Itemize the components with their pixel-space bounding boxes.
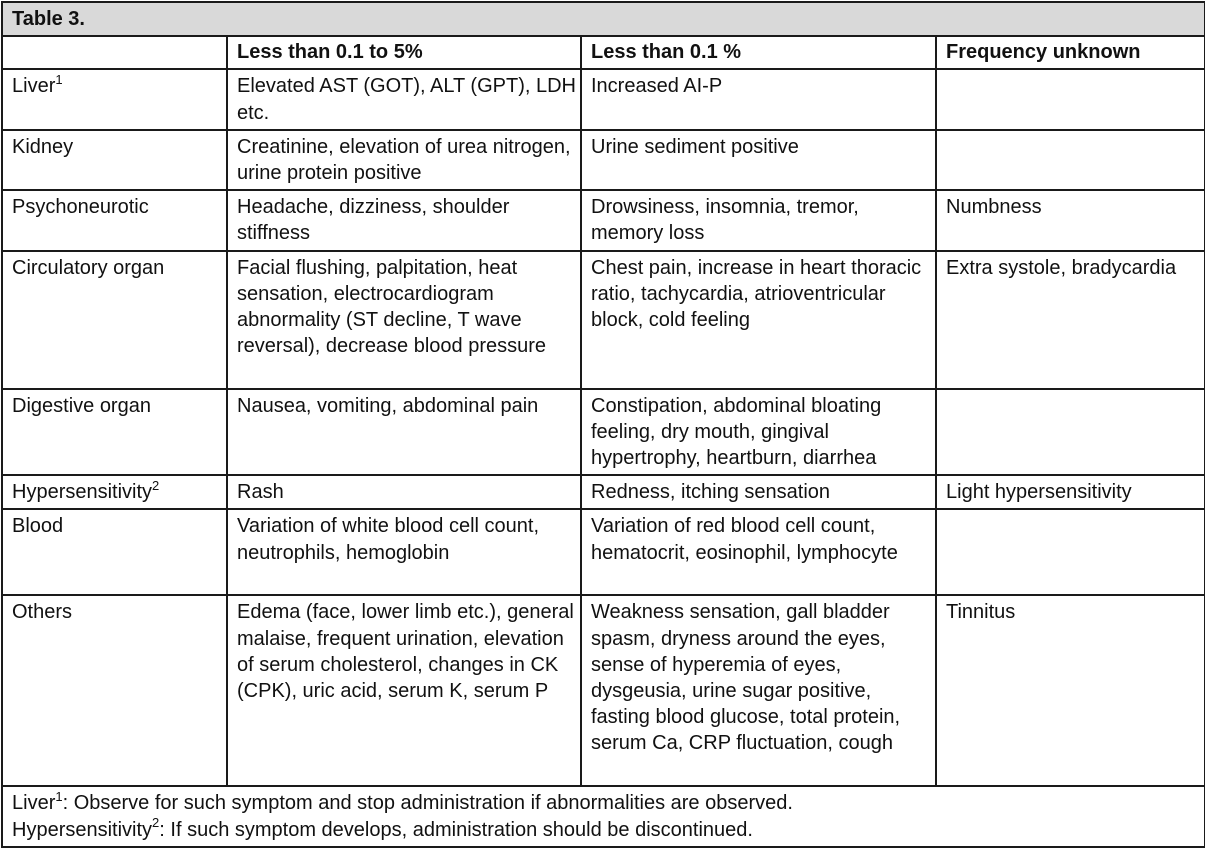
row-label-hypersensitivity (2, 475, 227, 509)
table-cell (936, 69, 1205, 129)
table-cell: Numbness (936, 190, 1205, 250)
row-label-digestive-organ: Digestive organ (2, 389, 227, 476)
footnote-liver (12, 790, 1204, 816)
footnote-marker: 2 (152, 814, 160, 830)
table-row-liver (2, 69, 1205, 129)
table-cell (936, 130, 1205, 190)
footnote-marker: 1 (55, 71, 63, 87)
table-cell: Headache, dizziness, shoulder stiffness (227, 190, 581, 250)
table-title: Table 3. (2, 2, 1205, 36)
table-cell: Increased AI-P (581, 69, 936, 129)
table-cell: Weakness sensation, gall bladder spasm, dryness around the eyes, sense of hyperemia of eyes, dysgeusia, urine sugar positive, fasting blood glucose, total protein, serum Ca, CRP fluctuation, cough (581, 595, 936, 786)
row-label-others: Others (2, 595, 227, 786)
table-cell: Variation of white blood cell count, neutrophils, hemoglobin (227, 509, 581, 595)
table-cell: Extra systole, bradycardia (936, 251, 1205, 389)
table-footnote-row (2, 786, 1205, 846)
table-cell: Variation of red blood cell count, hematocrit, eosinophil, lymphocyte (581, 509, 936, 595)
table-cell: Creatinine, elevation of urea nitrogen, urine protein positive (227, 130, 581, 190)
table-cell: Facial flushing, palpitation, heat sensation, electrocardiogram abnormality (ST decline, T wave reversal), decrease blood pressure (227, 251, 581, 389)
footnote-marker: 2 (152, 477, 160, 493)
table-cell: Urine sediment positive (581, 130, 936, 190)
table-row-blood (2, 509, 1205, 595)
table-header-row (2, 36, 1205, 69)
table-cell: Edema (face, lower limb etc.), general malaise, frequent urination, elevation of serum cholesterol, changes in CK (CPK), uric acid, serum K, serum P (227, 595, 581, 786)
row-label-kidney: Kidney (2, 130, 227, 190)
table-row-others (2, 595, 1205, 786)
table-row-kidney (2, 130, 1205, 190)
table-row-circulatory-organ (2, 251, 1205, 389)
table-footnotes (2, 786, 1205, 846)
table-row-digestive-organ (2, 389, 1205, 476)
row-label-text: Hypersensitivity (12, 481, 153, 504)
column-header-frequency-unknown: Frequency unknown (936, 36, 1205, 69)
table-cell: Drowsiness, insomnia, tremor, memory loss (581, 190, 936, 250)
table-cell: Constipation, abdominal bloating feeling, dry mouth, gingival hypertrophy, heartburn, diarrhea (581, 389, 936, 476)
table-cell: Elevated AST (GOT), ALT (GPT), LDH etc. (227, 69, 581, 129)
row-label-psychoneurotic: Psychoneurotic (2, 190, 227, 250)
table-cell: Nausea, vomiting, abdominal pain (227, 389, 581, 476)
row-label-circulatory-organ: Circulatory organ (2, 251, 227, 389)
footnote-marker: 1 (55, 788, 63, 804)
column-header-0.1-to-5-percent: Less than 0.1 to 5% (227, 36, 581, 69)
table-cell (936, 509, 1205, 595)
table-cell: Tinnitus (936, 595, 1205, 786)
row-label-liver (2, 69, 227, 129)
table-cell (936, 389, 1205, 476)
row-label-text: Liver (12, 75, 56, 98)
column-header-less-than-0.1-percent: Less than 0.1 % (581, 36, 936, 69)
footnote-term: Hypersensitivity (12, 818, 153, 841)
column-header-empty (2, 36, 227, 69)
table-cell: Light hypersensitivity (936, 475, 1205, 509)
table-cell: Rash (227, 475, 581, 509)
adverse-reactions-table (1, 1, 1205, 848)
table-title-row (2, 2, 1205, 36)
table-row-hypersensitivity (2, 475, 1205, 509)
table-cell: Chest pain, increase in heart thoracic ratio, tachycardia, atrioventricular block, cold feeling (581, 251, 936, 389)
table-row-psychoneurotic (2, 190, 1205, 250)
footnote-term: Liver (12, 792, 56, 815)
footnote-text: : Observe for such symptom and stop administration if abnormalities are observed. (62, 792, 793, 815)
footnote-text: : If such symptom develops, administration should be discontinued. (159, 818, 753, 841)
table-cell: Redness, itching sensation (581, 475, 936, 509)
row-label-blood: Blood (2, 509, 227, 595)
